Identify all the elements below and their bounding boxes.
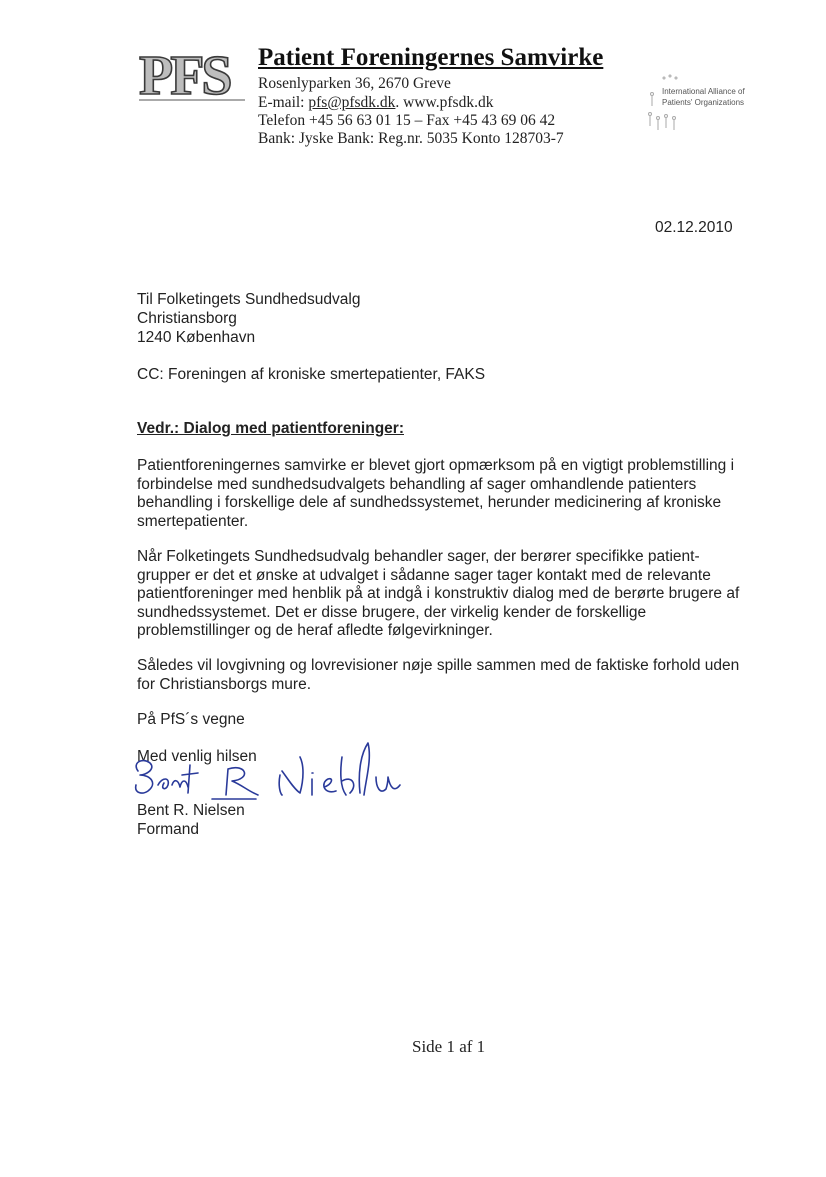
pfs-logo [137, 42, 249, 104]
paragraph-line: Når Folketingets Sundhedsudvalg behandler sager, der berører specifikke patient- [137, 548, 700, 565]
paragraph-line: sundhedssystemet. Det er disse brugere, der virkelig kender de forskellige [137, 603, 647, 621]
paragraph-line: grupper er det et ønske at udvalget i sådanne sager tager kontakt med de relevante [137, 566, 711, 584]
on-behalf-line: På PfS´s vegne [137, 711, 245, 728]
partner-name-line-2: Patients' Organizations [662, 98, 745, 107]
bank-line: Bank: Jyske Bank: Reg.nr. 5035 Konto 128703-7 [258, 130, 564, 147]
recipient-line-1: Til Folketingets Sundhedsudvalg [137, 291, 361, 308]
email-link[interactable]: pfs@pfsdk.dk [308, 94, 396, 111]
cc-line: CC: Foreningen af kroniske smertepatienter, FAKS [137, 366, 486, 383]
email-line [258, 94, 493, 112]
paragraph-line: problemstillinger og de heraf afledte følgevirkninger. [137, 622, 493, 639]
paragraph-2 [137, 548, 757, 641]
email-label: E-mail: [258, 94, 309, 111]
address-line: Rosenlyparken 36, 2670 Greve [258, 75, 451, 92]
paragraph-line: behandling i forskellige dele af sundhedssystemet, herunder medicinering af kroniske [137, 494, 722, 511]
paragraph-line: Således vil lovgivning og lovrevisioner nøje spille sammen med de faktiske forhold uden [137, 657, 740, 674]
recipient-line-3: 1240 København [137, 329, 256, 346]
greeting-line: Med venlig hilsen [137, 748, 257, 765]
signer-name: Bent R. Nielsen [137, 802, 245, 819]
signer-title: Formand [137, 821, 200, 838]
paragraph-line: smertepatienter. [137, 512, 249, 530]
paragraph-3 [137, 657, 757, 694]
website-text: . www.pfsdk.dk [395, 94, 494, 111]
paragraph-line: for Christiansborgs mure. [137, 675, 312, 693]
iapo-logo [646, 74, 758, 144]
svg-text:PFS: PFS [139, 45, 230, 104]
page-number: Side 1 af 1 [412, 1037, 486, 1056]
organization-name: Patient Foreningernes Samvirke [258, 44, 604, 71]
letter-date: 02.12.2010 [655, 219, 733, 236]
subject-line: Vedr.: Dialog med patientforeninger: [137, 420, 404, 437]
handwritten-signature [128, 735, 428, 807]
paragraph-line: forbindelse med sundhedsudvalgets behandling af sager omhandlende patienters [137, 475, 697, 493]
phone-line: Telefon +45 56 63 01 15 – Fax +45 43 69 06 42 [258, 112, 556, 129]
paragraph-1 [137, 457, 757, 531]
recipient-line-2: Christiansborg [137, 310, 237, 327]
partner-name-line-1: International Alliance of [662, 87, 745, 96]
paragraph-line: patientforeninger med henblik på at indgå i konstruktiv dialog med de berørte brugere af [137, 585, 740, 602]
paragraph-line: Patientforeningernes samvirke er blevet gjort opmærksom på en vigtigt problemstilling i [137, 457, 735, 474]
